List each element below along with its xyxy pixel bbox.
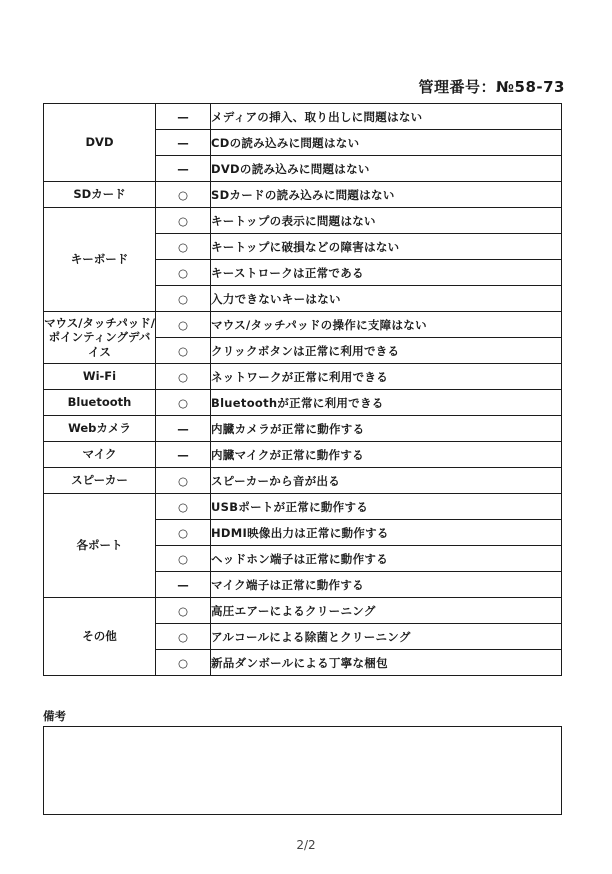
table-row bbox=[44, 364, 562, 390]
status-cell: ○ bbox=[156, 520, 211, 546]
description-cell: マイク端子は正常に動作する bbox=[211, 572, 562, 598]
status-cell: ○ bbox=[156, 260, 211, 286]
status-cell: ○ bbox=[156, 624, 211, 650]
status-cell: ○ bbox=[156, 494, 211, 520]
description-cell: クリックボタンは正常に利用できる bbox=[211, 338, 562, 364]
status-cell: ○ bbox=[156, 546, 211, 572]
category-cell: その他 bbox=[44, 598, 156, 676]
category-cell: DVD bbox=[44, 104, 156, 182]
category-cell: マウス/タッチパッド/ポインティングデバイス bbox=[44, 312, 156, 364]
description-cell: 内臓カメラが正常に動作する bbox=[211, 416, 562, 442]
description-cell: ネットワークが正常に利用できる bbox=[211, 364, 562, 390]
table-row bbox=[44, 416, 562, 442]
status-cell: ○ bbox=[156, 364, 211, 390]
status-cell: — bbox=[156, 104, 211, 130]
status-cell: ○ bbox=[156, 390, 211, 416]
status-cell: ○ bbox=[156, 312, 211, 338]
table-row bbox=[44, 598, 562, 624]
page-number: 2/2 bbox=[296, 838, 316, 852]
status-cell: ○ bbox=[156, 338, 211, 364]
status-cell: ○ bbox=[156, 650, 211, 676]
description-cell: マウス/タッチパッドの操作に支障はない bbox=[211, 312, 562, 338]
description-cell: キートップに破損などの障害はない bbox=[211, 234, 562, 260]
table-row bbox=[44, 208, 562, 234]
category-cell: SDカード bbox=[44, 182, 156, 208]
status-cell: ○ bbox=[156, 234, 211, 260]
status-cell: — bbox=[156, 572, 211, 598]
status-cell: — bbox=[156, 442, 211, 468]
category-cell: Webカメラ bbox=[44, 416, 156, 442]
status-cell: — bbox=[156, 416, 211, 442]
table-row bbox=[44, 442, 562, 468]
description-cell: USBポートが正常に動作する bbox=[211, 494, 562, 520]
description-cell: 新品ダンボールによる丁寧な梱包 bbox=[211, 650, 562, 676]
category-cell: キーボード bbox=[44, 208, 156, 312]
description-cell: HDMI映像出力は正常に動作する bbox=[211, 520, 562, 546]
description-cell: ヘッドホン端子は正常に動作する bbox=[211, 546, 562, 572]
status-cell: ○ bbox=[156, 598, 211, 624]
table-row bbox=[44, 494, 562, 520]
table-row bbox=[44, 182, 562, 208]
table-row bbox=[44, 104, 562, 130]
category-cell: 各ポート bbox=[44, 494, 156, 598]
description-cell: スピーカーから音が出る bbox=[211, 468, 562, 494]
inspection-checklist-table bbox=[43, 103, 562, 676]
management-number: 管理番号：№58-73 bbox=[418, 78, 565, 96]
status-cell: ○ bbox=[156, 468, 211, 494]
table-row bbox=[44, 312, 562, 338]
description-cell: Bluetoothが正常に利用できる bbox=[211, 390, 562, 416]
table-row bbox=[44, 468, 562, 494]
remarks-box bbox=[43, 726, 562, 815]
status-cell: — bbox=[156, 130, 211, 156]
category-cell: Wi-Fi bbox=[44, 364, 156, 390]
description-cell: キーストロークは正常である bbox=[211, 260, 562, 286]
description-cell: CDの読み込みに問題はない bbox=[211, 130, 562, 156]
category-cell: マイク bbox=[44, 442, 156, 468]
category-cell: スピーカー bbox=[44, 468, 156, 494]
status-cell: ○ bbox=[156, 286, 211, 312]
table-row bbox=[44, 390, 562, 416]
status-cell: — bbox=[156, 156, 211, 182]
description-cell: SDカードの読み込みに問題はない bbox=[211, 182, 562, 208]
description-cell: 内臓マイクが正常に動作する bbox=[211, 442, 562, 468]
description-cell: 高圧エアーによるクリーニング bbox=[211, 598, 562, 624]
description-cell: 入力できないキーはない bbox=[211, 286, 562, 312]
description-cell: アルコールによる除菌とクリーニング bbox=[211, 624, 562, 650]
status-cell: ○ bbox=[156, 208, 211, 234]
description-cell: キートップの表示に問題はない bbox=[211, 208, 562, 234]
description-cell: DVDの読み込みに問題はない bbox=[211, 156, 562, 182]
status-cell: ○ bbox=[156, 182, 211, 208]
category-cell: Bluetooth bbox=[44, 390, 156, 416]
description-cell: メディアの挿入、取り出しに問題はない bbox=[211, 104, 562, 130]
remarks-label: 備考 bbox=[43, 709, 66, 723]
